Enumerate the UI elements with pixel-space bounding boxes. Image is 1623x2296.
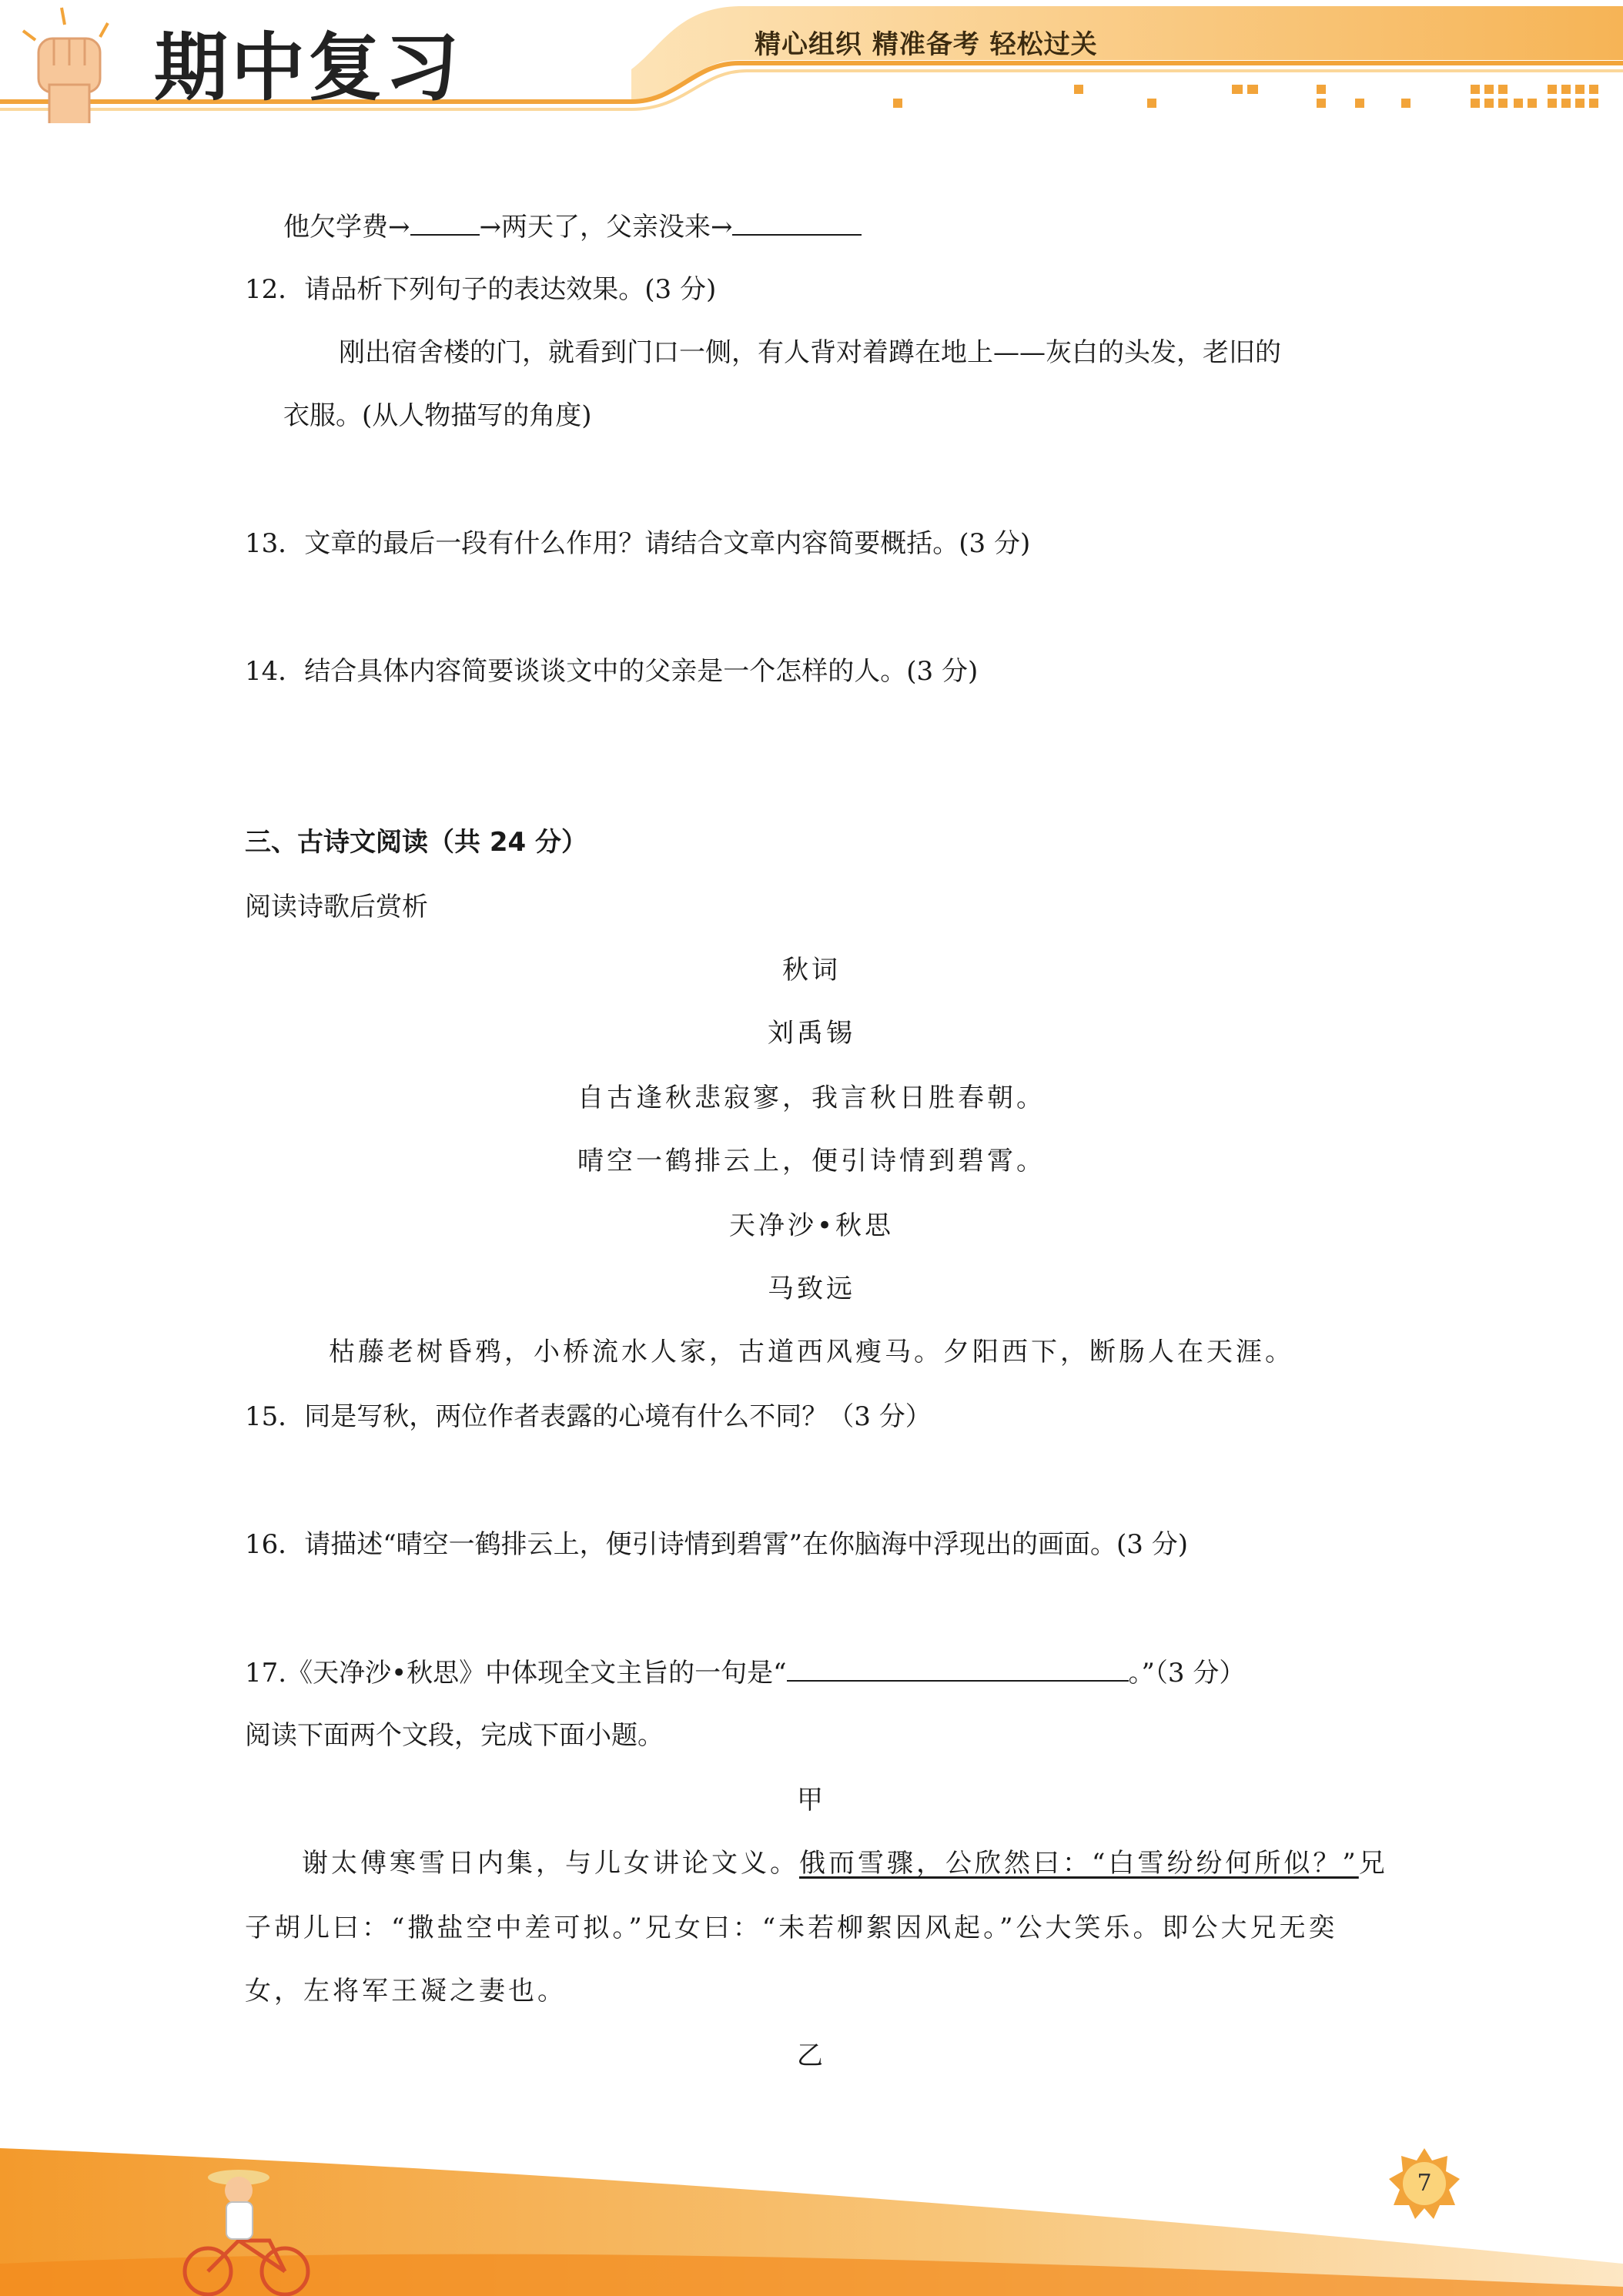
poem1-line-1: 自古逢秋悲寂寥，我言秋日胜春朝。 [577,1083,1046,1113]
question-16: 16．请描述“晴空一鹤排云上，便引诗情到碧霄”在你脑海中浮现出的画面。(3 分) [245,1529,1188,1560]
passage-jia-line-3: 女，左将军王凝之妻也。 [245,1976,567,2006]
footer-wave-graphic [0,2148,1623,2296]
reading-intro: 阅读下面两个文段，完成下面小题。 [245,1720,664,1751]
poem1-title: 秋词 [782,955,841,986]
q17-prefix: 17.《天净沙•秋思》中体现全文主旨的一句是“ [245,1658,787,1689]
flow-step-1: 他欠学费→ [283,212,410,243]
poem1-author: 刘禹锡 [768,1018,855,1049]
flow-step-2: →两天了，父亲没来→ [479,212,733,243]
poem2-author: 马致远 [768,1274,855,1304]
header-slogan: 精心组织 精准备考 轻松过关 [755,29,1098,60]
answer-blank [787,1655,1129,1682]
answer-blank [410,209,480,236]
q11-flow-line [283,209,862,244]
passage-jia-line-2: 子胡儿曰：“撒盐空中差可拟。”兄女曰：“未若柳絮因风起。”公大笑乐。即公大兄无奕 [245,1913,1338,1943]
question-17 [245,1655,1245,1690]
section-3-heading: 三、古诗文阅读（共 24 分） [245,827,587,858]
question-14: 14．结合具体内容简要谈谈文中的父亲是一个怎样的人。(3 分) [245,656,979,687]
header-title: 期中复习 [154,25,462,111]
page-number: 7 [1417,2170,1432,2197]
passage-jia-line-1 [302,1846,1388,1880]
section-intro: 阅读诗歌后赏析 [245,892,428,922]
q12-quote-line-2: 衣服。(从人物描写的角度) [283,400,592,431]
passage-jia-label: 甲 [797,1785,826,1816]
page-footer [0,2148,1623,2296]
poem1-line-2: 晴空一鹤排云上，便引诗情到碧霄。 [577,1146,1046,1176]
jia-underlined-sentence: 俄而雪骤，公欣然曰：“白雪纷纷何所似？” [799,1848,1359,1879]
passage-yi-label: 乙 [797,2040,826,2071]
jia-text-b: 兄 [1358,1848,1388,1879]
jia-text-a: 谢太傅寒雪日内集，与儿女讲论文义。 [302,1848,799,1879]
poem2-title: 天净沙•秋思 [728,1210,895,1241]
question-12: 12．请品析下列句子的表达效果。(3 分) [245,274,717,305]
question-15: 15．同是写秋，两位作者表露的心境有什么不同？（3 分） [245,1401,932,1432]
q17-suffix: 。”（3 分） [1128,1658,1246,1689]
q12-quote-line-1: 刚出宿舍楼的门，就看到门口一侧，有人背对着蹲在地上——灰白的头发，老旧的 [339,337,1281,368]
poem2-line-1: 枯藤老树昏鸦，小桥流水人家，古道西风瘦马。夕阳西下，断肠人在天涯。 [329,1337,1294,1367]
answer-blank [732,209,862,236]
question-13: 13．文章的最后一段有什么作用？请结合文章内容简要概括。(3 分) [245,528,1031,559]
